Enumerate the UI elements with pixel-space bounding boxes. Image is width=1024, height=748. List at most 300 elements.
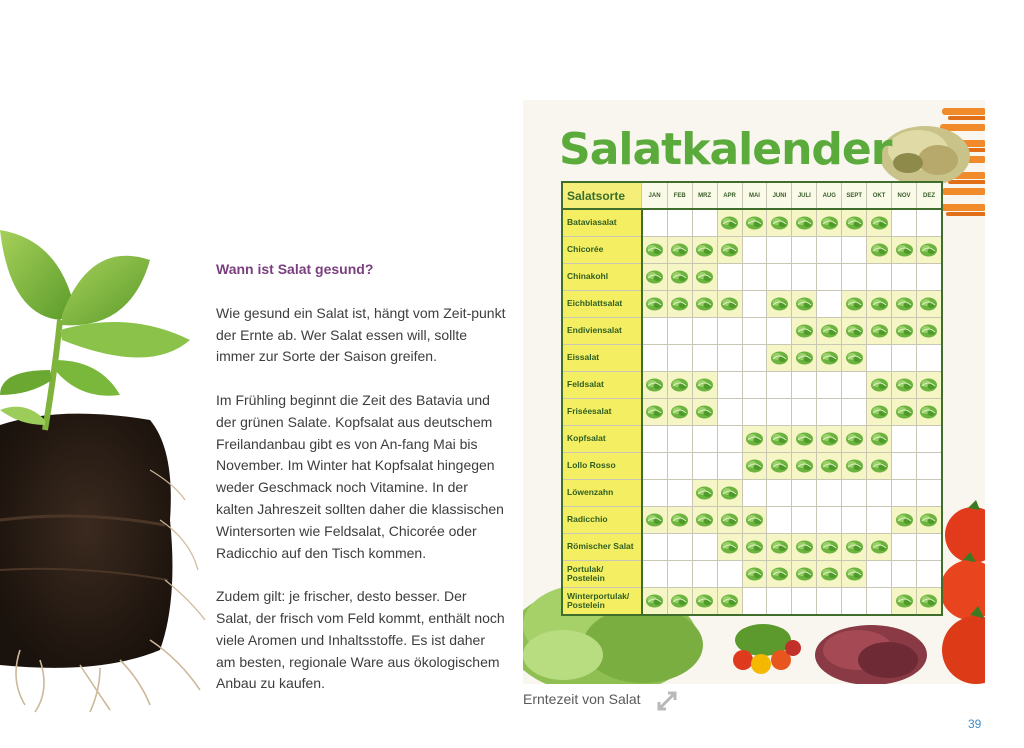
season-cell-harvest	[892, 237, 917, 264]
variety-name: Bataviasalat	[562, 209, 642, 237]
lettuce-leaf-icon	[795, 215, 814, 230]
season-cell-empty	[792, 237, 817, 264]
lettuce-leaf-icon	[695, 404, 714, 419]
calendar-row	[562, 561, 942, 588]
lettuce-leaf-icon	[795, 539, 814, 554]
season-cell-harvest	[717, 480, 742, 507]
season-cell-harvest	[867, 291, 892, 318]
variety-name: Löwenzahn	[562, 480, 642, 507]
variety-name: Lollo Rosso	[562, 453, 642, 480]
season-cell-empty	[767, 237, 792, 264]
variety-name: Radicchio	[562, 507, 642, 534]
season-cell-empty	[642, 561, 667, 588]
lettuce-leaf-icon	[820, 215, 839, 230]
season-cell-harvest	[916, 237, 942, 264]
variety-name: Chinakohl	[562, 264, 642, 291]
season-cell-harvest	[916, 507, 942, 534]
lettuce-leaf-icon	[795, 431, 814, 446]
season-cell-empty	[792, 372, 817, 399]
season-cell-harvest	[717, 291, 742, 318]
lettuce-leaf-icon	[895, 323, 914, 338]
month-header: APR	[717, 182, 742, 209]
page-number: 39	[968, 717, 982, 731]
figure-caption: Erntezeit von Salat	[523, 691, 641, 707]
season-cell-empty	[667, 480, 692, 507]
season-cell-empty	[792, 480, 817, 507]
season-cell-empty	[842, 264, 867, 291]
season-cell-harvest	[817, 426, 842, 453]
season-cell-harvest	[692, 588, 717, 616]
season-cell-empty	[842, 480, 867, 507]
season-cell-empty	[817, 588, 842, 616]
season-cell-harvest	[642, 588, 667, 616]
season-cell-empty	[842, 237, 867, 264]
season-cell-empty	[892, 480, 917, 507]
calendar-row	[562, 345, 942, 372]
season-cell-harvest	[692, 372, 717, 399]
season-cell-empty	[916, 264, 942, 291]
article	[216, 259, 506, 717]
season-cell-empty	[692, 345, 717, 372]
lettuce-leaf-icon	[895, 593, 914, 608]
season-cell-empty	[692, 561, 717, 588]
season-cell-harvest	[767, 291, 792, 318]
season-cell-harvest	[842, 318, 867, 345]
season-cell-harvest	[892, 291, 917, 318]
season-cell-harvest	[767, 426, 792, 453]
lettuce-leaf-icon	[919, 512, 938, 527]
month-header: OKT	[867, 182, 892, 209]
season-cell-harvest	[692, 291, 717, 318]
lettuce-leaf-icon	[895, 296, 914, 311]
season-cell-harvest	[667, 291, 692, 318]
season-cell-harvest	[717, 534, 742, 561]
season-cell-harvest	[742, 426, 767, 453]
season-cell-empty	[792, 588, 817, 616]
season-cell-harvest	[916, 291, 942, 318]
lollo-rosso-illustration	[813, 615, 928, 684]
season-cell-harvest	[742, 453, 767, 480]
season-cell-harvest	[916, 588, 942, 616]
season-cell-harvest	[692, 264, 717, 291]
season-cell-harvest	[642, 291, 667, 318]
calendar-row	[562, 588, 942, 616]
calendar-row	[562, 318, 942, 345]
season-cell-empty	[742, 372, 767, 399]
season-cell-harvest	[792, 318, 817, 345]
vegetables-illustration	[723, 620, 808, 680]
season-cell-empty	[842, 507, 867, 534]
lettuce-leaf-icon	[720, 593, 739, 608]
season-cell-harvest	[742, 561, 767, 588]
season-cell-harvest	[767, 534, 792, 561]
season-cell-empty	[717, 345, 742, 372]
season-cell-harvest	[842, 534, 867, 561]
season-cell-empty	[817, 480, 842, 507]
lettuce-leaf-icon	[645, 404, 664, 419]
season-cell-harvest	[642, 507, 667, 534]
lettuce-leaf-icon	[670, 269, 689, 284]
calendar-title: Salatkalender	[559, 124, 892, 175]
season-cell-empty	[767, 480, 792, 507]
lettuce-leaf-icon	[695, 485, 714, 500]
lettuce-leaf-icon	[645, 269, 664, 284]
season-cell-harvest	[817, 318, 842, 345]
season-cell-harvest	[842, 453, 867, 480]
season-cell-empty	[916, 561, 942, 588]
month-header: NOV	[892, 182, 917, 209]
month-header: JAN	[642, 182, 667, 209]
season-cell-empty	[767, 399, 792, 426]
lettuce-leaf-icon	[720, 485, 739, 500]
season-cell-empty	[717, 372, 742, 399]
season-cell-harvest	[692, 480, 717, 507]
season-cell-empty	[892, 264, 917, 291]
season-cell-empty	[742, 345, 767, 372]
lettuce-leaf-icon	[845, 215, 864, 230]
lettuce-leaf-icon	[670, 404, 689, 419]
season-cell-empty	[742, 588, 767, 616]
season-cell-empty	[667, 426, 692, 453]
season-cell-empty	[642, 453, 667, 480]
article-paragraph-1: Wie gesund ein Salat ist, hängt vom Zeit-punkt der Ernte ab. Wer Salat essen will, sollte immer zur Sorte der Saison greifen.	[216, 304, 506, 365]
season-cell-harvest	[767, 345, 792, 372]
season-cell-harvest	[842, 209, 867, 237]
lettuce-leaf-icon	[770, 458, 789, 473]
lettuce-leaf-icon	[845, 458, 864, 473]
season-cell-harvest	[817, 534, 842, 561]
lettuce-leaf-icon	[795, 458, 814, 473]
lettuce-leaf-icon	[870, 296, 889, 311]
lettuce-leaf-icon	[795, 350, 814, 365]
lettuce-leaf-icon	[820, 350, 839, 365]
expand-arrows-icon[interactable]	[656, 690, 678, 712]
season-cell-harvest	[892, 588, 917, 616]
season-cell-harvest	[692, 507, 717, 534]
season-cell-harvest	[842, 426, 867, 453]
lettuce-leaf-icon	[695, 269, 714, 284]
lettuce-leaf-icon	[919, 296, 938, 311]
season-cell-harvest	[717, 507, 742, 534]
month-header: FEB	[667, 182, 692, 209]
calendar-row	[562, 264, 942, 291]
season-cell-empty	[867, 507, 892, 534]
season-cell-harvest	[867, 237, 892, 264]
season-cell-harvest	[867, 318, 892, 345]
season-cell-empty	[717, 318, 742, 345]
lettuce-leaf-icon	[695, 512, 714, 527]
season-cell-empty	[642, 318, 667, 345]
season-cell-empty	[892, 453, 917, 480]
season-cell-empty	[767, 372, 792, 399]
season-cell-empty	[692, 534, 717, 561]
lettuce-leaf-icon	[645, 242, 664, 257]
lettuce-leaf-icon	[670, 296, 689, 311]
season-cell-empty	[642, 480, 667, 507]
season-cell-empty	[916, 480, 942, 507]
season-cell-empty	[767, 588, 792, 616]
frisee-lettuce-illustration	[878, 118, 973, 188]
lettuce-leaf-icon	[845, 323, 864, 338]
season-cell-empty	[916, 345, 942, 372]
lettuce-leaf-icon	[645, 377, 664, 392]
season-cell-empty	[817, 237, 842, 264]
season-cell-harvest	[892, 507, 917, 534]
season-cell-harvest	[667, 264, 692, 291]
season-cell-harvest	[667, 399, 692, 426]
lettuce-leaf-icon	[845, 431, 864, 446]
season-cell-empty	[692, 453, 717, 480]
season-cell-harvest	[642, 264, 667, 291]
season-cell-empty	[792, 399, 817, 426]
variety-name: Portulak/ Postelein	[562, 561, 642, 588]
variety-name: Winterportulak/ Postelein	[562, 588, 642, 616]
lettuce-leaf-icon	[795, 566, 814, 581]
variety-name: Eissalat	[562, 345, 642, 372]
season-cell-empty	[717, 399, 742, 426]
season-cell-harvest	[867, 209, 892, 237]
lettuce-leaf-icon	[795, 296, 814, 311]
season-cell-harvest	[742, 209, 767, 237]
variety-name: Endiviensalat	[562, 318, 642, 345]
lettuce-leaf-icon	[845, 350, 864, 365]
season-cell-harvest	[642, 399, 667, 426]
lettuce-leaf-icon	[895, 377, 914, 392]
season-cell-empty	[667, 209, 692, 237]
season-cell-empty	[667, 345, 692, 372]
lettuce-leaf-icon	[845, 566, 864, 581]
lettuce-leaf-icon	[845, 296, 864, 311]
lettuce-leaf-icon	[820, 431, 839, 446]
season-cell-harvest	[817, 561, 842, 588]
season-cell-empty	[742, 318, 767, 345]
season-cell-harvest	[742, 534, 767, 561]
season-cell-empty	[692, 426, 717, 453]
calendar-row	[562, 372, 942, 399]
season-cell-empty	[792, 507, 817, 534]
calendar-row	[562, 291, 942, 318]
season-cell-empty	[842, 399, 867, 426]
season-cell-empty	[867, 264, 892, 291]
season-cell-harvest	[842, 291, 867, 318]
season-cell-harvest	[717, 209, 742, 237]
lettuce-leaf-icon	[670, 512, 689, 527]
column-header-variety: Salatsorte	[562, 182, 642, 209]
lettuce-leaf-icon	[919, 377, 938, 392]
article-paragraph-3: Zudem gilt: je frischer, desto besser. Der Salat, der frisch vom Feld kommt, enthält noch viele Aromen und Inhaltsstoffe. Es ist daher am besten, regionale Ware aus ökologischem Anbau zu kaufen.	[216, 588, 505, 692]
lettuce-leaf-icon	[795, 323, 814, 338]
calendar-row	[562, 480, 942, 507]
season-cell-harvest	[692, 237, 717, 264]
calendar-row	[562, 399, 942, 426]
season-cell-empty	[817, 264, 842, 291]
season-cell-empty	[817, 399, 842, 426]
month-header: SEPT	[842, 182, 867, 209]
month-header: JULI	[792, 182, 817, 209]
lettuce-leaf-icon	[895, 242, 914, 257]
season-cell-harvest	[692, 399, 717, 426]
season-cell-empty	[842, 372, 867, 399]
season-cell-harvest	[792, 426, 817, 453]
season-cell-harvest	[742, 507, 767, 534]
lettuce-leaf-icon	[670, 242, 689, 257]
month-header: DEZ	[916, 182, 942, 209]
lettuce-leaf-icon	[870, 323, 889, 338]
season-cell-empty	[642, 534, 667, 561]
lettuce-leaf-icon	[820, 539, 839, 554]
season-cell-harvest	[792, 345, 817, 372]
lettuce-leaf-icon	[919, 242, 938, 257]
season-cell-empty	[742, 237, 767, 264]
season-cell-empty	[792, 264, 817, 291]
lettuce-leaf-icon	[820, 458, 839, 473]
variety-name: Chicorée	[562, 237, 642, 264]
season-cell-harvest	[817, 209, 842, 237]
lettuce-leaf-icon	[745, 512, 764, 527]
season-cell-harvest	[767, 561, 792, 588]
lettuce-leaf-icon	[745, 539, 764, 554]
lettuce-leaf-icon	[645, 593, 664, 608]
season-cell-empty	[817, 507, 842, 534]
lettuce-leaf-icon	[720, 215, 739, 230]
season-cell-harvest	[916, 399, 942, 426]
season-cell-harvest	[867, 534, 892, 561]
season-cell-harvest	[642, 372, 667, 399]
lettuce-leaf-icon	[695, 377, 714, 392]
lettuce-leaf-icon	[745, 431, 764, 446]
season-cell-empty	[842, 588, 867, 616]
season-cell-harvest	[867, 453, 892, 480]
season-cell-empty	[916, 453, 942, 480]
season-cell-empty	[892, 561, 917, 588]
lettuce-leaf-icon	[720, 512, 739, 527]
lettuce-leaf-icon	[820, 566, 839, 581]
season-cell-empty	[867, 480, 892, 507]
lettuce-leaf-icon	[670, 377, 689, 392]
season-cell-empty	[667, 453, 692, 480]
article-heading: Wann ist Salat gesund?	[216, 261, 374, 277]
month-header: MAI	[742, 182, 767, 209]
lettuce-leaf-icon	[720, 539, 739, 554]
season-cell-empty	[892, 534, 917, 561]
season-cell-empty	[892, 345, 917, 372]
season-cell-harvest	[667, 237, 692, 264]
season-cell-harvest	[767, 209, 792, 237]
month-header: AUG	[817, 182, 842, 209]
seedling-illustration	[0, 220, 215, 715]
lettuce-leaf-icon	[645, 296, 664, 311]
season-cell-harvest	[642, 237, 667, 264]
season-cell-empty	[717, 561, 742, 588]
article-paragraph-2: Im Frühling beginnt die Zeit des Batavia und der grünen Salate. Kopfsalat aus deutschem Freilandanbau gibt es von An-fang Mai bis November. Im Winter hat Kopfsalat hingegen weder Geschmack noch Vitamine. In der kalten Jahreszeit sollten daher die klassischen Wintersorten wie Feldsalat, Chicorée oder Radicchio auf den Tisch kommen.	[216, 391, 504, 561]
season-cell-empty	[892, 209, 917, 237]
season-cell-harvest	[667, 588, 692, 616]
season-cell-empty	[742, 264, 767, 291]
season-cell-harvest	[842, 561, 867, 588]
season-cell-empty	[767, 318, 792, 345]
season-cell-harvest	[667, 372, 692, 399]
season-cell-empty	[667, 561, 692, 588]
lettuce-leaf-icon	[695, 296, 714, 311]
season-cell-empty	[817, 291, 842, 318]
calendar-row	[562, 507, 942, 534]
season-cell-empty	[916, 426, 942, 453]
lettuce-leaf-icon	[895, 404, 914, 419]
lettuce-leaf-icon	[695, 593, 714, 608]
calendar-row	[562, 534, 942, 561]
season-cell-empty	[916, 534, 942, 561]
season-cell-harvest	[916, 318, 942, 345]
season-cell-empty	[717, 453, 742, 480]
season-cell-harvest	[667, 507, 692, 534]
season-cell-harvest	[892, 399, 917, 426]
month-header: MRZ	[692, 182, 717, 209]
season-cell-harvest	[867, 372, 892, 399]
lettuce-leaf-icon	[870, 431, 889, 446]
lettuce-leaf-icon	[870, 242, 889, 257]
lettuce-leaf-icon	[695, 242, 714, 257]
season-cell-empty	[642, 345, 667, 372]
lettuce-leaf-icon	[720, 242, 739, 257]
calendar-row	[562, 209, 942, 237]
season-cell-harvest	[867, 399, 892, 426]
calendar-row	[562, 426, 942, 453]
lettuce-leaf-icon	[870, 215, 889, 230]
season-cell-empty	[642, 209, 667, 237]
season-cell-empty	[667, 318, 692, 345]
season-cell-empty	[916, 209, 942, 237]
season-cell-harvest	[916, 372, 942, 399]
season-cell-empty	[667, 534, 692, 561]
calendar-header-row	[562, 182, 942, 209]
season-cell-harvest	[792, 561, 817, 588]
season-cell-empty	[817, 372, 842, 399]
lettuce-leaf-icon	[870, 458, 889, 473]
season-cell-empty	[692, 318, 717, 345]
lettuce-leaf-icon	[745, 458, 764, 473]
lettuce-leaf-icon	[919, 323, 938, 338]
lettuce-leaf-icon	[870, 377, 889, 392]
lettuce-leaf-icon	[745, 215, 764, 230]
season-cell-empty	[867, 588, 892, 616]
month-header: JUNI	[767, 182, 792, 209]
season-cell-harvest	[817, 345, 842, 372]
season-cell-harvest	[892, 318, 917, 345]
season-cell-harvest	[842, 345, 867, 372]
calendar-row	[562, 237, 942, 264]
season-cell-empty	[642, 426, 667, 453]
season-cell-empty	[742, 480, 767, 507]
variety-name: Kopfsalat	[562, 426, 642, 453]
season-cell-harvest	[792, 453, 817, 480]
lettuce-leaf-icon	[770, 350, 789, 365]
lettuce-leaf-icon	[870, 404, 889, 419]
lettuce-leaf-icon	[645, 512, 664, 527]
season-cell-empty	[717, 264, 742, 291]
season-cell-empty	[717, 426, 742, 453]
season-cell-harvest	[792, 291, 817, 318]
calendar-row	[562, 453, 942, 480]
season-cell-empty	[867, 561, 892, 588]
season-cell-empty	[867, 345, 892, 372]
lettuce-leaf-icon	[895, 512, 914, 527]
season-cell-empty	[742, 291, 767, 318]
season-cell-harvest	[817, 453, 842, 480]
lettuce-leaf-icon	[770, 431, 789, 446]
lettuce-leaf-icon	[745, 566, 764, 581]
lettuce-leaf-icon	[770, 215, 789, 230]
variety-name: Römischer Salat	[562, 534, 642, 561]
